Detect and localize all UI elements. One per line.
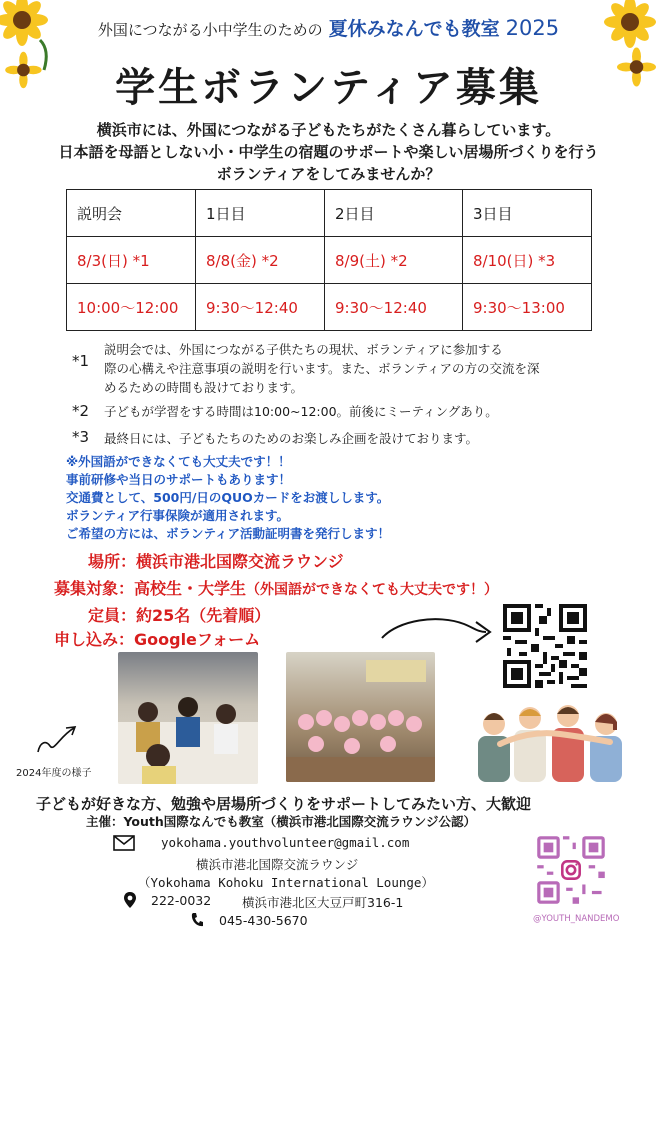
note-line: 説明会では、外国につながる子供たちの現状、ボランティアに参加する: [104, 342, 503, 357]
header-event: 夏休みなんでも教室: [328, 18, 500, 40]
schedule-date-cell: 8/9(土) *2: [325, 237, 463, 284]
note-line: 際の心構えや注意事項の説明を行います。また、ボランティアの方の交流を深: [104, 361, 540, 376]
target-note: （外国語ができなくても大丈夫です！）: [246, 582, 499, 598]
photo-caption: 2024年度の様子: [16, 768, 92, 779]
target-text: [54, 576, 498, 599]
event-photo-group: [286, 652, 435, 782]
note-text: [104, 340, 604, 397]
schedule-time-cell: 9:30～12:40: [325, 284, 463, 331]
google-form-qr-code[interactable]: [499, 600, 591, 692]
instagram-handle[interactable]: @YOUTH_NANDEMO: [533, 914, 620, 924]
location-pin-icon: [123, 891, 137, 909]
doodle-arrow-icon: [34, 722, 82, 758]
note-line: めるための時間も設けております。: [104, 380, 304, 395]
schedule-date-cell: 8/8(金) *2: [196, 237, 325, 284]
contact-email[interactable]: yokohama.youthvolunteer@gmail.com: [161, 835, 410, 850]
schedule-date-row: [67, 237, 592, 284]
address-text: 横浜市港北区大豆戸町316-1: [242, 895, 404, 910]
photo-illustration: [286, 652, 435, 782]
note-mark: *1: [72, 352, 90, 370]
header: [0, 14, 657, 41]
schedule-header-cell: 説明会: [67, 190, 196, 237]
capacity-text: 定員：約25名（先着順）: [88, 606, 271, 625]
benefit-item: ご希望の方には、ボランティア活動証明書を発行します！: [66, 526, 391, 541]
mail-icon: [113, 835, 135, 851]
note-mark: *2: [72, 402, 90, 420]
lounge-name: 横浜市港北国際交流ラウンジ: [196, 857, 359, 872]
page-title: 学生ボランティア募集: [115, 65, 542, 111]
benefits-list: [66, 453, 586, 543]
benefit-item: ボランティア行事保険が適用されます。: [66, 508, 290, 523]
schedule-time-cell: 9:30～13:00: [463, 284, 592, 331]
intro-text: [0, 119, 657, 185]
photo-illustration: [118, 652, 258, 784]
benefit-item: 交通費として、500円/日のQUOカードをお渡しします。: [66, 490, 390, 505]
postal-code: 222-0032: [151, 893, 212, 908]
event-photo-classroom: [118, 652, 258, 784]
phone-icon: [190, 912, 204, 928]
organizer-text: 主催：Youth国際なんでも教室（横浜市港北国際交流ラウンジ公認）: [86, 814, 476, 829]
target-label: 募集対象：高校生・大学生: [54, 579, 247, 598]
phone-number[interactable]: 045-430-5670: [219, 913, 308, 928]
schedule-header-cell: 3日目: [463, 190, 592, 237]
schedule-table: [66, 189, 592, 331]
schedule-time-cell: 10:00～12:00: [67, 284, 196, 331]
lounge-name-english: （Yokohama Kohoku International Lounge）: [138, 875, 434, 890]
instagram-qr-code[interactable]: [534, 833, 608, 907]
intro-line: ボランティアをしてみませんか？: [216, 165, 441, 183]
welcome-text: 子どもが好きな方、勉強や居場所づくりをサポートしてみたい方、大歓迎: [36, 795, 532, 813]
note-text: 子どもが学習をする時間は10:00~12:00。前後にミーティングあり。: [104, 404, 498, 419]
note-mark: *3: [72, 428, 90, 446]
arrow-icon: [378, 610, 496, 654]
header-prefix: 外国につながる小中学生のための: [97, 21, 323, 39]
schedule-time-cell: 9:30～12:40: [196, 284, 325, 331]
benefit-item: 事前研修や当日のサポートもあります！: [66, 472, 292, 487]
schedule-header-cell: 1日目: [196, 190, 325, 237]
intro-line: 日本語を母語としない小・中学生の宿題のサポートや楽しい居場所づくりを行う: [58, 143, 599, 161]
place-text: 場所：横浜市港北国際交流ラウンジ: [88, 552, 344, 571]
benefit-item: ※外国語ができなくても大丈夫です！！: [66, 454, 291, 469]
header-year: 2025: [505, 16, 560, 40]
schedule-date-cell: 8/10(日) *3: [463, 237, 592, 284]
note-text: 最終日には、子どもたちのためのお楽しみ企画を設けております。: [104, 431, 479, 446]
schedule-header-cell: 2日目: [325, 190, 463, 237]
apply-text: 申し込み：Googleフォーム: [54, 630, 261, 649]
volunteers-illustration: [470, 694, 630, 790]
schedule-date-cell: 8/3(日) *1: [67, 237, 196, 284]
schedule-header-row: [67, 190, 592, 237]
intro-line: 横浜市には、外国につながる子どもたちがたくさん暮らしています。: [96, 121, 561, 139]
schedule-time-row: [67, 284, 592, 331]
